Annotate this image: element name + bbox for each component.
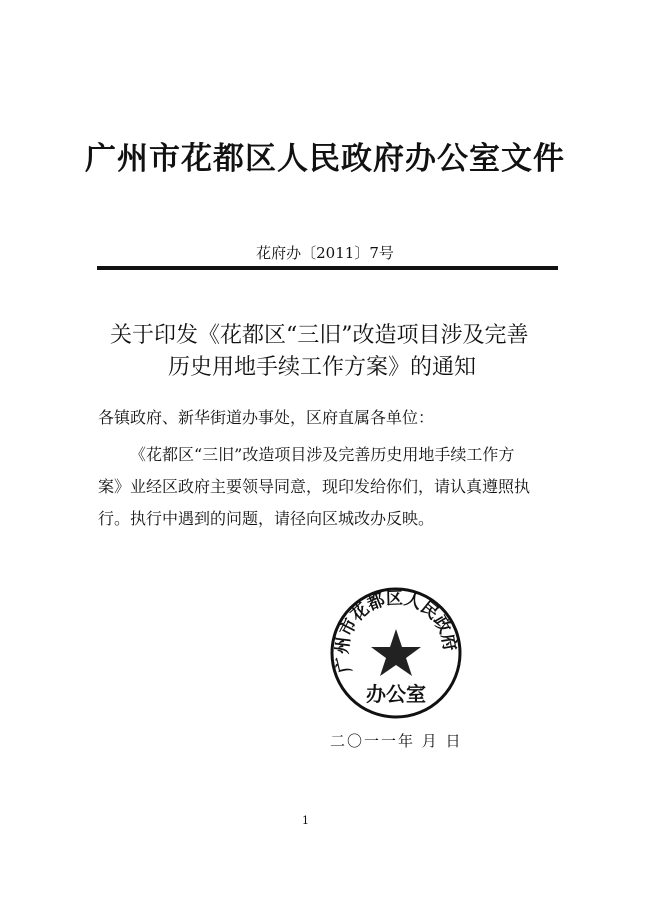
subject-line-2: 历史用地手续工作方案》的通知 — [168, 355, 477, 380]
addressee: 各镇政府、新华街道办事处，区府直属各单位： — [98, 408, 435, 427]
body-line-3: 行。执行中遇到的问题，请径向区城改办反映。 — [98, 509, 435, 528]
svg-text:广州市花都区人民政府: 广州市花都区人民政府 — [332, 588, 460, 675]
body-line-1: 《花都区“三旧”改造项目涉及完善历史用地手续工作方 — [130, 445, 515, 464]
signature-date: 二〇一一年 月 日 — [330, 732, 463, 750]
body-line-2: 案》业经区政府主要领导同意，现印发给你们，请认真遵照执 — [98, 477, 531, 496]
header-divider — [97, 266, 558, 270]
document-title: 广州市花都区人民政府办公室文件 — [85, 141, 565, 177]
subject-line-1: 关于印发《花都区“三旧”改造项目涉及完善 — [110, 323, 529, 348]
svg-text:办公室: 办公室 — [366, 682, 426, 706]
official-seal-stamp — [328, 585, 464, 721]
document-number: 花府办〔2011〕7号 — [256, 244, 394, 262]
page-number: 1 — [302, 814, 309, 827]
star-icon — [371, 629, 421, 676]
